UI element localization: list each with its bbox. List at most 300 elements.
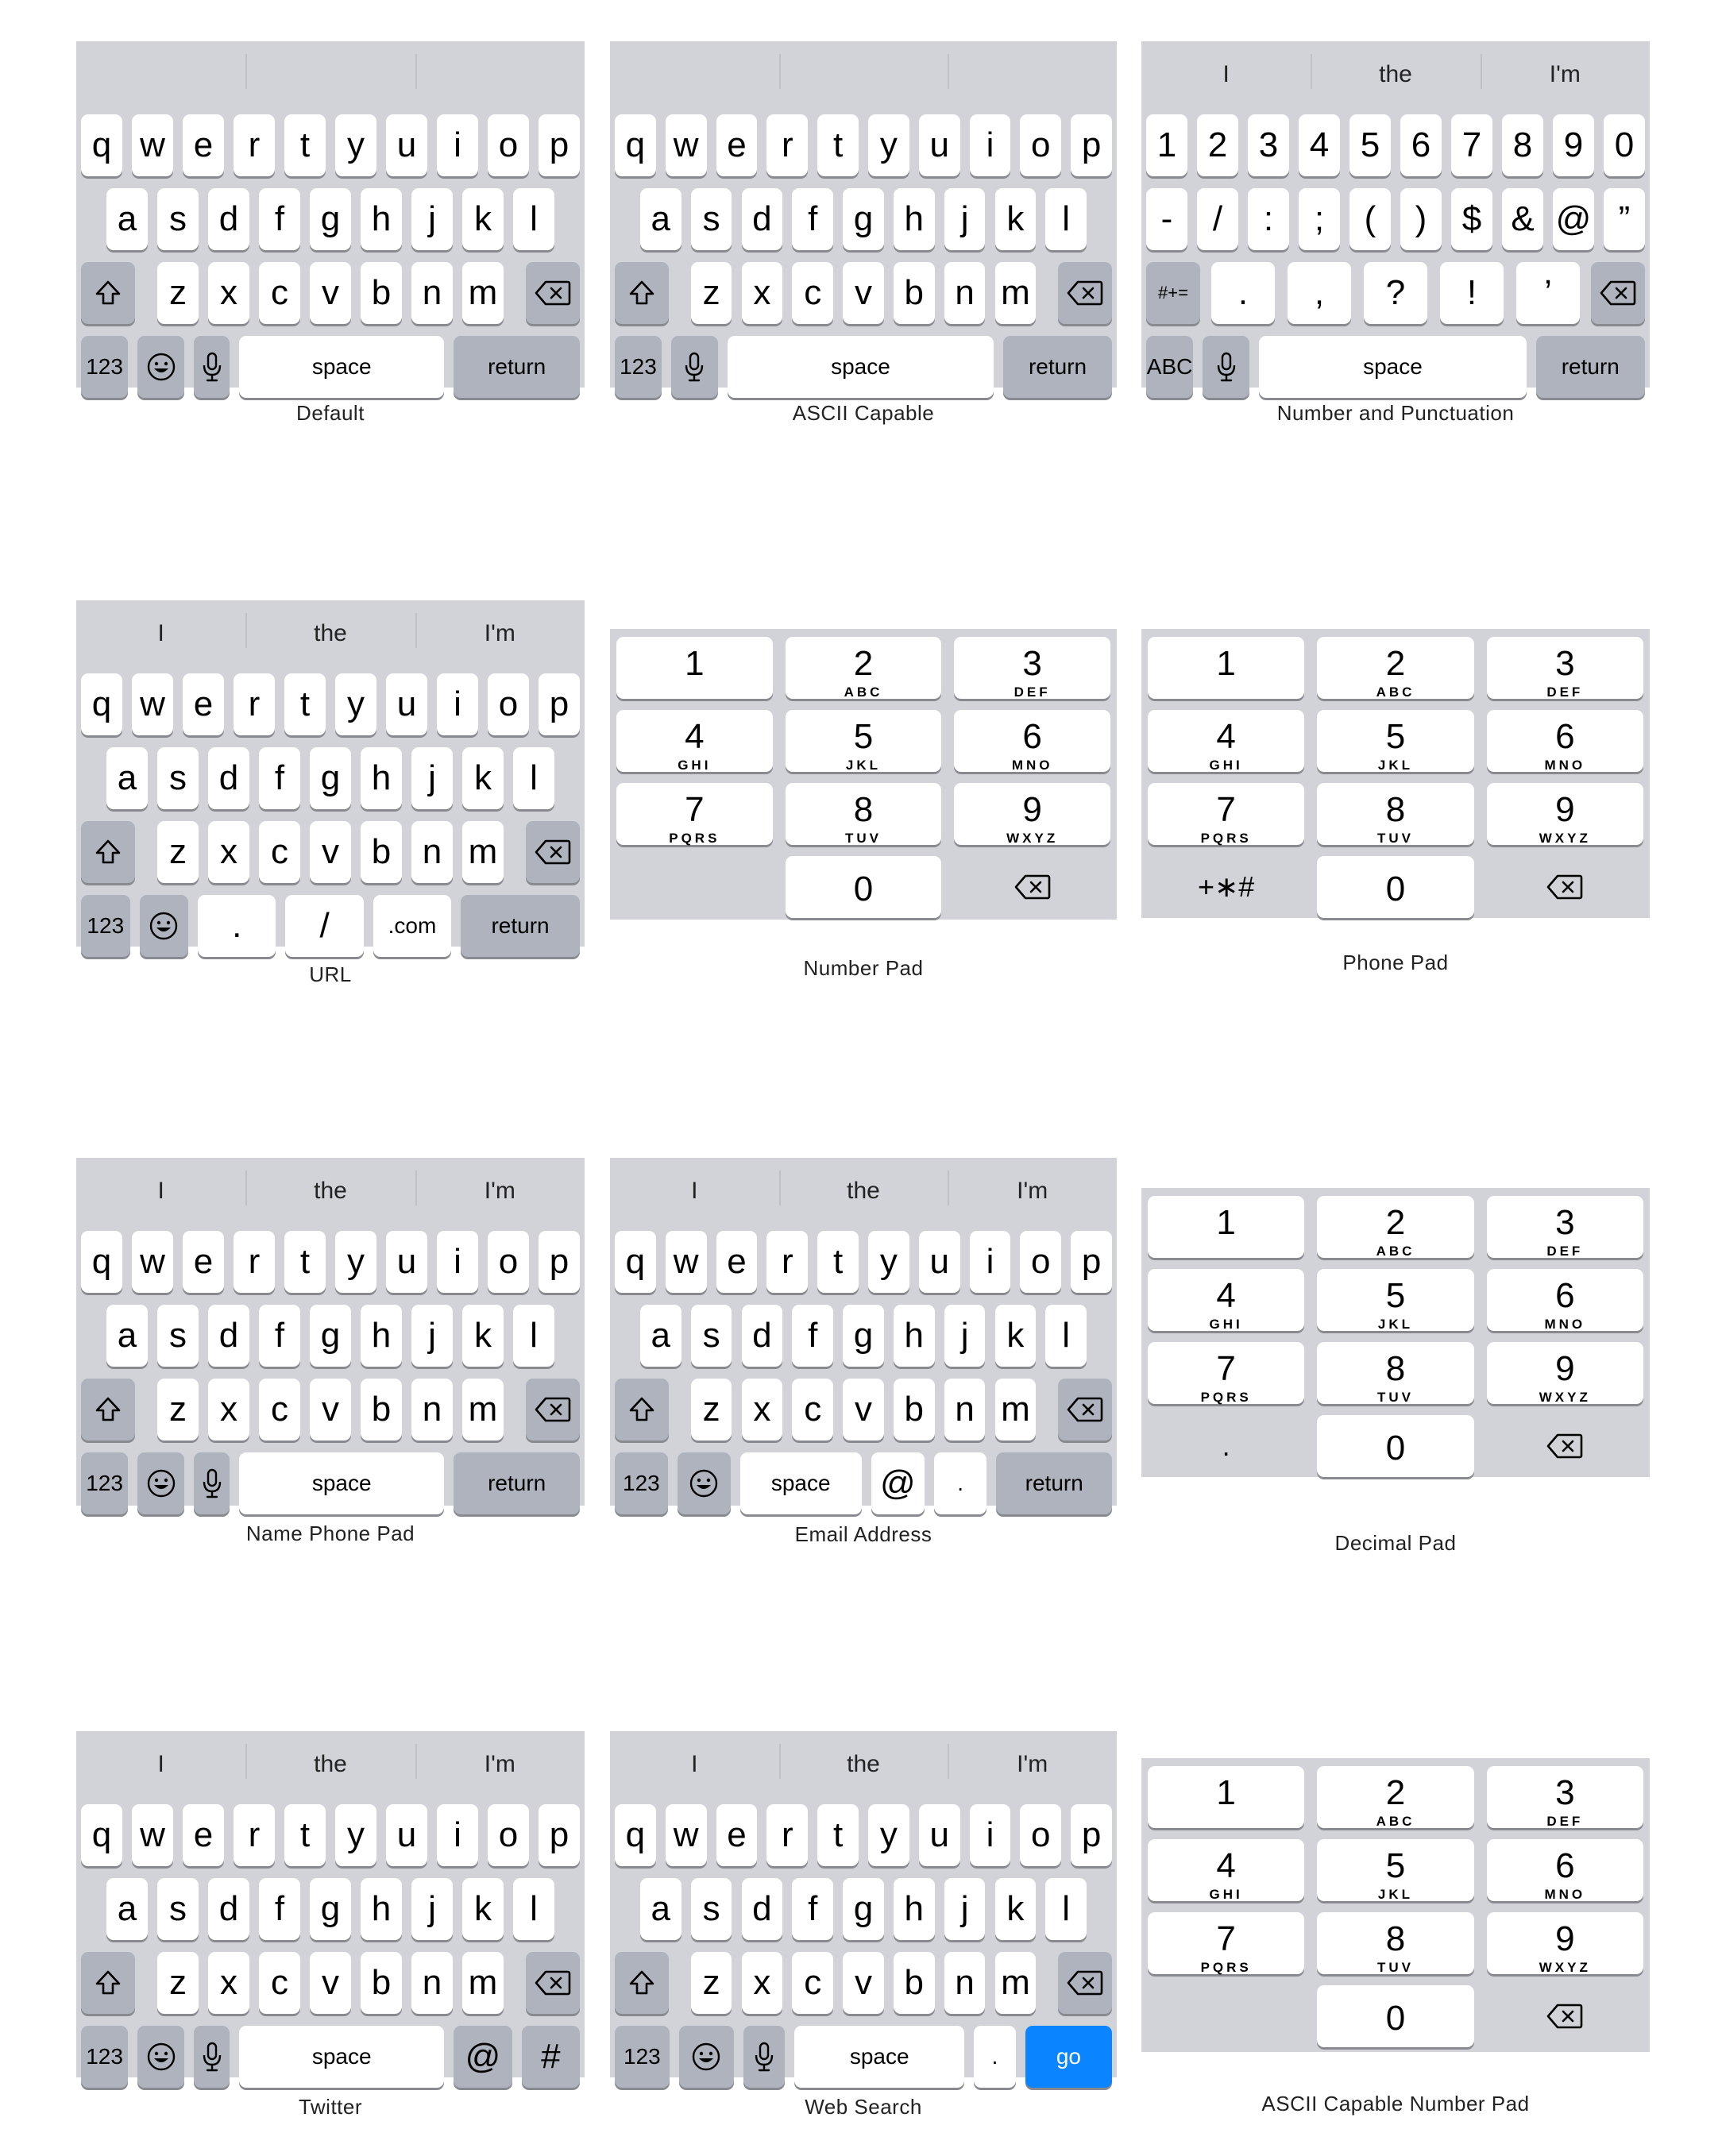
key-p[interactable]: p [539,673,580,735]
shift-key[interactable] [81,1379,135,1441]
key-y[interactable]: y [335,673,376,735]
key-v[interactable]: v [843,1952,884,2014]
pad-key-8[interactable] [786,783,942,845]
key-j[interactable]: j [944,188,986,250]
pad-key-9[interactable] [1487,783,1643,845]
key-l[interactable]: l [513,747,554,809]
pad-key-8[interactable] [1317,1912,1473,1974]
pad-key-5[interactable] [786,710,942,772]
pad-key-9[interactable] [954,783,1110,845]
pad-key-3[interactable] [954,637,1110,699]
key-j[interactable]: j [411,747,453,809]
key-j[interactable]: j [944,1878,986,1940]
key-j[interactable]: j [411,1878,453,1940]
key-a[interactable]: a [106,188,148,250]
key-t[interactable]: t [284,1231,326,1293]
key-punct-1[interactable]: / [1197,188,1238,250]
key-g[interactable]: g [843,1305,884,1367]
key-c[interactable]: c [259,1379,300,1441]
hash-key[interactable]: # [522,2026,580,2088]
suggestion-2[interactable]: I'm [484,620,515,646]
dot-key[interactable]: . [934,1452,987,1514]
key-l[interactable]: l [1045,1878,1087,1940]
key-y[interactable]: y [335,114,376,176]
key-c[interactable]: c [259,262,300,324]
key-z[interactable]: z [691,1379,732,1441]
shift-key[interactable] [81,1952,135,2014]
key-i[interactable]: i [970,1804,1011,1866]
key-f[interactable]: f [259,188,300,250]
key-d[interactable]: d [208,1878,249,1940]
pad-key-7[interactable] [616,783,773,845]
pad-key-5[interactable] [1317,1839,1473,1901]
pad-key-3[interactable] [1487,1196,1643,1258]
key-q[interactable]: q [615,114,656,176]
suggestion-0[interactable]: I [157,1178,164,1204]
dictation-key[interactable] [194,2026,230,2088]
key-s[interactable]: s [157,1305,199,1367]
pad-key-4[interactable] [1148,1839,1304,1901]
key-7[interactable]: 7 [1451,114,1492,176]
key-g[interactable]: g [843,1878,884,1940]
pad-key-2[interactable] [1317,1196,1473,1258]
key-3[interactable]: 3 [1248,114,1289,176]
key-b[interactable]: b [894,262,935,324]
key-h[interactable]: h [894,1305,935,1367]
key-d[interactable]: d [742,1878,783,1940]
key-j[interactable]: j [411,188,453,250]
key-s[interactable]: s [691,1305,732,1367]
pad-key-0[interactable] [1317,1415,1473,1477]
return-key[interactable]: return [461,895,580,957]
pad-key-2[interactable] [1317,637,1473,699]
key-y[interactable]: y [868,1804,909,1866]
emoji-key[interactable] [679,2026,734,2088]
key-n[interactable]: n [944,1952,986,2014]
key-j[interactable]: j [411,1305,453,1367]
shift-key[interactable] [81,821,135,883]
key-t[interactable]: t [817,114,859,176]
key-h[interactable]: h [361,747,402,809]
key-w[interactable]: w [666,1804,707,1866]
go-key[interactable]: go [1025,2026,1112,2088]
key-c[interactable]: c [792,1952,833,2014]
key-q[interactable]: q [615,1231,656,1293]
suggestion-2[interactable] [415,41,585,108]
pad-key-4[interactable] [616,710,773,772]
key-s[interactable]: s [157,747,199,809]
key-a[interactable]: a [640,188,681,250]
key-f[interactable]: f [792,1305,833,1367]
key-x[interactable]: x [208,821,249,883]
suggestion-0[interactable]: I [691,1751,698,1777]
dot-key[interactable]: . [974,2026,1016,2088]
suggestion-1[interactable]: the [847,1751,880,1777]
key-z[interactable]: z [691,1952,732,2014]
delete-key[interactable] [1058,1379,1112,1441]
key-b[interactable]: b [361,1379,402,1441]
key-t[interactable]: t [284,114,326,176]
suggestion-0[interactable]: I [691,1178,698,1204]
key-x[interactable]: x [742,262,783,324]
key-o[interactable]: o [1020,1804,1061,1866]
pad-key-2[interactable] [1317,1766,1473,1828]
key-g[interactable]: g [310,1305,351,1367]
key-y[interactable]: y [335,1231,376,1293]
key-y[interactable]: y [868,1231,909,1293]
pad-key-9[interactable] [1487,1912,1643,1974]
key-m[interactable]: m [995,1379,1037,1441]
key-u[interactable]: u [386,114,427,176]
emoji-key[interactable] [137,336,184,398]
pad-key-8[interactable] [1317,1342,1473,1404]
key-s[interactable]: s [691,1878,732,1940]
key-z[interactable]: z [157,1379,199,1441]
key-p[interactable]: p [539,1231,580,1293]
key-g[interactable]: g [310,1878,351,1940]
key-p[interactable]: p [1071,114,1112,176]
key-u[interactable]: u [386,1804,427,1866]
pad-key-7[interactable] [1148,1342,1304,1404]
key-h[interactable]: h [894,1878,935,1940]
emoji-key[interactable] [678,1452,731,1514]
pad-key-7[interactable] [1148,1912,1304,1974]
pad-key-8[interactable] [1317,783,1473,845]
key-o[interactable]: o [488,114,529,176]
suggestion-2[interactable]: I'm [1017,1178,1048,1204]
key-q[interactable]: q [615,1804,656,1866]
suggestion-2[interactable]: I'm [1549,61,1581,87]
emoji-key[interactable] [140,895,189,957]
key-i[interactable]: i [437,1804,478,1866]
key-h[interactable]: h [361,188,402,250]
pad-key-6[interactable] [1487,1839,1643,1901]
key-r[interactable]: r [234,114,275,176]
key-h[interactable]: h [361,1878,402,1940]
key-punct-4[interactable]: ( [1349,188,1391,250]
delete-key[interactable] [1058,1952,1112,2014]
key-d[interactable]: d [208,747,249,809]
delete-key[interactable] [1487,1415,1643,1477]
key-f[interactable]: f [259,1878,300,1940]
key-h[interactable]: h [894,188,935,250]
key-p[interactable]: p [1071,1804,1112,1866]
suggestion-1[interactable]: the [847,1178,880,1204]
dictation-key[interactable] [194,336,230,398]
key-r[interactable]: r [234,673,275,735]
key-e[interactable]: e [716,1231,758,1293]
key-b[interactable]: b [894,1379,935,1441]
key-u[interactable]: u [386,1231,427,1293]
key-a[interactable]: a [106,747,148,809]
key-a[interactable]: a [640,1305,681,1367]
key-c[interactable]: c [259,1952,300,2014]
emoji-key[interactable] [137,2026,184,2088]
key-n[interactable]: n [411,262,453,324]
key-punct3-0[interactable]: . [1211,262,1275,324]
suggestion-1[interactable]: the [314,620,347,646]
key-r[interactable]: r [234,1804,275,1866]
key-9[interactable]: 9 [1553,114,1594,176]
space-key[interactable]: space [239,1452,444,1514]
key-v[interactable]: v [843,262,884,324]
suggestion-1[interactable]: the [1379,61,1412,87]
suggestion-0[interactable] [76,41,245,108]
pad-key-6[interactable] [1487,1269,1643,1331]
pad-key-0[interactable] [1317,1985,1473,2047]
key-r[interactable]: r [234,1231,275,1293]
suggestion-2[interactable]: I'm [484,1751,515,1777]
key-k[interactable]: k [995,188,1037,250]
phone-symbols-key[interactable] [1148,856,1304,918]
pad-key-0[interactable] [1317,856,1473,918]
key-g[interactable]: g [310,188,351,250]
key-x[interactable]: x [742,1379,783,1441]
shift-key[interactable] [615,262,669,324]
key-x[interactable]: x [208,1379,249,1441]
numbers-key[interactable]: 123 [81,895,130,957]
pad-key-1[interactable] [616,637,773,699]
key-w[interactable]: w [132,1804,173,1866]
key-punct-9[interactable]: ” [1604,188,1645,250]
return-key[interactable]: return [996,1452,1112,1514]
space-key[interactable]: space [239,2026,444,2088]
key-s[interactable]: s [691,188,732,250]
key-l[interactable]: l [1045,1305,1087,1367]
key-punct-7[interactable]: & [1502,188,1543,250]
key-q[interactable]: q [81,114,122,176]
space-key[interactable]: space [239,336,444,398]
key-s[interactable]: s [157,188,199,250]
letters-key[interactable]: ABC [1146,336,1193,398]
key-l[interactable]: l [513,188,554,250]
key-e[interactable]: e [716,1804,758,1866]
key-punct3-1[interactable]: , [1288,262,1351,324]
key-w[interactable]: w [132,673,173,735]
delete-key[interactable] [526,1952,580,2014]
key-k[interactable]: k [462,747,504,809]
space-key[interactable]: space [794,2026,964,2088]
key-m[interactable]: m [462,1952,504,2014]
key-o[interactable]: o [488,1231,529,1293]
dictation-key[interactable] [194,1452,230,1514]
key-x[interactable]: x [208,1952,249,2014]
key-w[interactable]: w [666,114,707,176]
key-q[interactable]: q [81,1804,122,1866]
key-l[interactable]: l [513,1305,554,1367]
numbers-key[interactable]: 123 [615,2026,670,2088]
key-t[interactable]: t [817,1804,859,1866]
key-e[interactable]: e [183,1231,224,1293]
pad-key-7[interactable] [1148,783,1304,845]
key-v[interactable]: v [310,1379,351,1441]
key-m[interactable]: m [462,262,504,324]
key-o[interactable]: o [488,1804,529,1866]
key-t[interactable]: t [284,1804,326,1866]
space-key[interactable]: space [728,336,994,398]
key-2[interactable]: 2 [1197,114,1238,176]
key-8[interactable]: 8 [1502,114,1543,176]
key-k[interactable]: k [462,188,504,250]
key-c[interactable]: c [792,262,833,324]
shift-key[interactable] [615,1952,669,2014]
pad-key-1[interactable] [1148,1766,1304,1828]
key-r[interactable]: r [766,1231,808,1293]
key-a[interactable]: a [106,1878,148,1940]
key-w[interactable]: w [132,1231,173,1293]
return-key[interactable]: return [454,336,580,398]
key-b[interactable]: b [361,262,402,324]
delete-key[interactable] [526,821,580,883]
numbers-key[interactable]: 123 [615,336,662,398]
suggestion-2[interactable]: I'm [1017,1751,1048,1777]
key-punct-5[interactable]: ) [1400,188,1442,250]
return-key[interactable]: return [1003,336,1112,398]
key-m[interactable]: m [995,262,1037,324]
key-r[interactable]: r [766,1804,808,1866]
delete-key[interactable] [1487,856,1643,918]
key-j[interactable]: j [944,1305,986,1367]
key-e[interactable]: e [183,1804,224,1866]
suggestion-0[interactable]: I [1222,61,1230,87]
shift-key[interactable] [615,1379,669,1441]
return-key[interactable]: return [454,1452,580,1514]
key-p[interactable]: p [539,114,580,176]
dictation-key[interactable] [1203,336,1249,398]
key-q[interactable]: q [81,673,122,735]
key-e[interactable]: e [183,673,224,735]
key-k[interactable]: k [995,1305,1037,1367]
key-z[interactable]: z [157,262,199,324]
delete-key[interactable] [526,262,580,324]
emoji-key[interactable] [137,1452,184,1514]
suggestion-1[interactable]: the [314,1178,347,1204]
suggestion-1[interactable]: the [314,1751,347,1777]
key-f[interactable]: f [792,188,833,250]
key-d[interactable]: d [208,188,249,250]
key-i[interactable]: i [437,1231,478,1293]
key-punct3-4[interactable]: ’ [1516,262,1580,324]
key-a[interactable]: a [640,1878,681,1940]
pad-key-2[interactable] [786,637,942,699]
key-punct-0[interactable]: - [1146,188,1187,250]
key-w[interactable]: w [132,114,173,176]
key-n[interactable]: n [411,1952,453,2014]
suggestion-1[interactable] [779,41,948,108]
delete-key[interactable] [1058,262,1112,324]
key-x[interactable]: x [742,1952,783,2014]
key-d[interactable]: d [208,1305,249,1367]
key-e[interactable]: e [716,114,758,176]
pad-key-5[interactable] [1317,710,1473,772]
slash-key[interactable]: / [285,895,363,957]
key-i[interactable]: i [437,114,478,176]
suggestion-1[interactable] [245,41,415,108]
key-5[interactable]: 5 [1349,114,1391,176]
key-l[interactable]: l [513,1878,554,1940]
key-c[interactable]: c [792,1379,833,1441]
key-i[interactable]: i [970,1231,1011,1293]
delete-key[interactable] [526,1379,580,1441]
suggestion-2[interactable]: I'm [484,1178,515,1204]
key-0[interactable]: 0 [1604,114,1645,176]
key-k[interactable]: k [462,1878,504,1940]
shift-key[interactable] [81,262,135,324]
key-o[interactable]: o [1020,114,1061,176]
key-u[interactable]: u [386,673,427,735]
key-h[interactable]: h [361,1305,402,1367]
key-d[interactable]: d [742,1305,783,1367]
key-punct3-2[interactable]: ? [1364,262,1427,324]
key-m[interactable]: m [462,1379,504,1441]
space-key[interactable]: space [740,1452,862,1514]
key-e[interactable]: e [183,114,224,176]
key-v[interactable]: v [310,262,351,324]
key-o[interactable]: o [488,673,529,735]
key-punct-2[interactable]: : [1248,188,1289,250]
key-b[interactable]: b [361,821,402,883]
dictation-key[interactable] [743,2026,786,2088]
pad-key-1[interactable] [1148,637,1304,699]
suggestion-0[interactable] [610,41,779,108]
key-v[interactable]: v [843,1379,884,1441]
key-n[interactable]: n [411,821,453,883]
key-p[interactable]: p [1071,1231,1112,1293]
key-punct-6[interactable]: $ [1451,188,1492,250]
key-w[interactable]: w [666,1231,707,1293]
numbers-key[interactable]: 123 [81,2026,128,2088]
pad-key-1[interactable] [1148,1196,1304,1258]
key-k[interactable]: k [995,1878,1037,1940]
at-key[interactable]: @ [454,2026,512,2088]
key-t[interactable]: t [284,673,326,735]
space-key[interactable]: space [1259,336,1526,398]
numbers-key[interactable]: 123 [81,1452,128,1514]
delete-key[interactable] [1487,1985,1643,2047]
key-p[interactable]: p [539,1804,580,1866]
key-o[interactable]: o [1020,1231,1061,1293]
key-m[interactable]: m [995,1952,1037,2014]
key-n[interactable]: n [411,1379,453,1441]
key-1[interactable]: 1 [1146,114,1187,176]
pad-key-3[interactable] [1487,1766,1643,1828]
key-6[interactable]: 6 [1400,114,1442,176]
delete-key[interactable] [954,856,1110,918]
decimal-key[interactable] [1148,1415,1304,1477]
key-b[interactable]: b [361,1952,402,2014]
numbers-key[interactable]: 123 [81,336,128,398]
key-y[interactable]: y [335,1804,376,1866]
key-c[interactable]: c [259,821,300,883]
dictation-key[interactable] [671,336,718,398]
key-u[interactable]: u [919,1804,960,1866]
pad-key-3[interactable] [1487,637,1643,699]
key-t[interactable]: t [817,1231,859,1293]
key-i[interactable]: i [970,114,1011,176]
key-u[interactable]: u [919,114,960,176]
delete-key[interactable] [1591,262,1645,324]
key-x[interactable]: x [208,262,249,324]
key-z[interactable]: z [157,1952,199,2014]
key-4[interactable]: 4 [1299,114,1340,176]
dotcom-key[interactable]: .com [373,895,451,957]
pad-key-9[interactable] [1487,1342,1643,1404]
suggestion-0[interactable]: I [157,1751,164,1777]
pad-key-0[interactable] [786,856,942,918]
key-g[interactable]: g [310,747,351,809]
key-f[interactable]: f [792,1878,833,1940]
pad-key-5[interactable] [1317,1269,1473,1331]
